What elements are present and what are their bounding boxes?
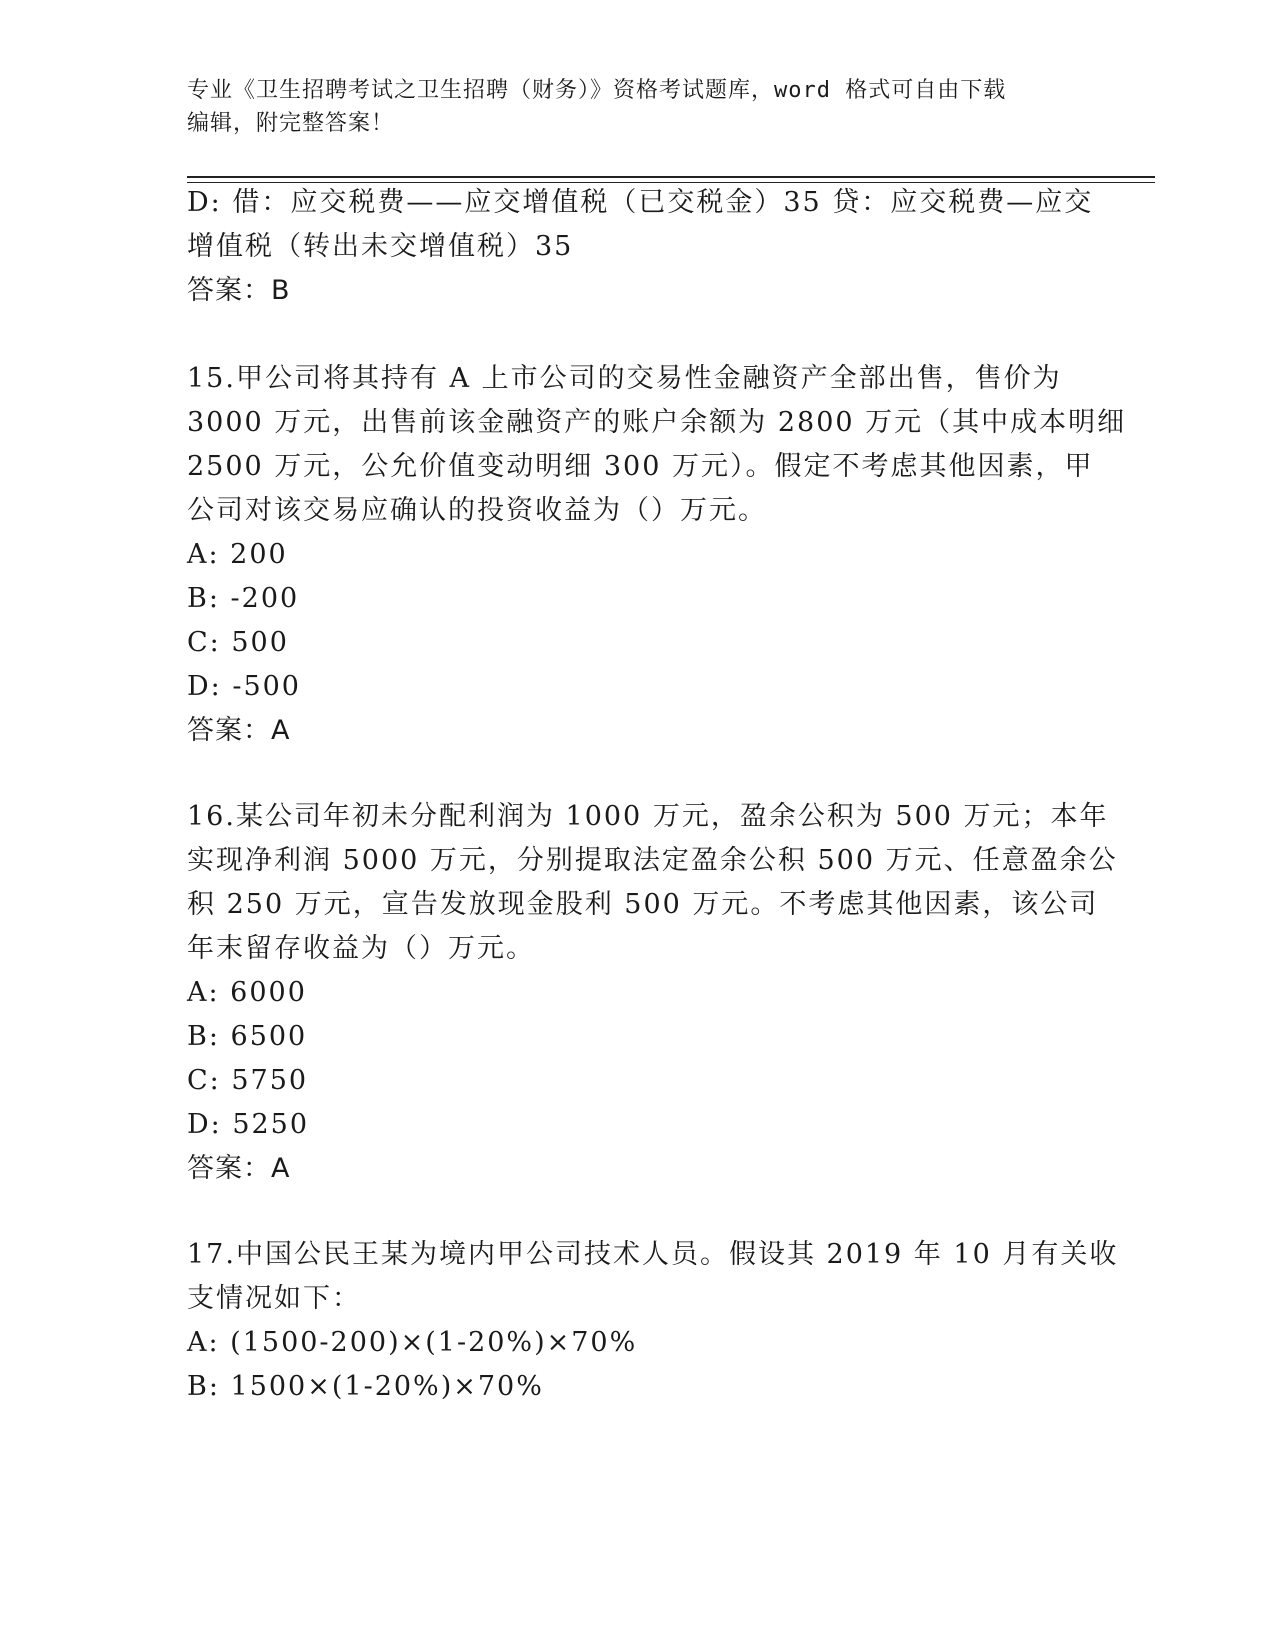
q15-option-c: C: 500 (187, 627, 289, 658)
q16-option-c: C: 5750 (187, 1065, 309, 1096)
header-line-1: 专业《卫生招聘考试之卫生招聘（财务）》资格考试题库，word 格式可自由下载 (187, 78, 1007, 103)
q15-stem-line-2: 3000 万元，出售前该金融资产的账户余额为 2800 万元（其中成本明细 (187, 407, 1127, 438)
q17-option-a: A: (1500-200)×(1-20%)×70% (187, 1327, 638, 1358)
q17-stem-line-1: 17.中国公民王某为境内甲公司技术人员。假设其 2019 年 10 月有关收 (187, 1239, 1119, 1270)
q16-stem-line-1: 16.某公司年初未分配利润为 1000 万元，盈余公积为 500 万元；本年 (187, 801, 1109, 832)
q14-option-d-line-2: 增值税（转出未交增值税）35 (187, 231, 574, 262)
q16-answer: 答案：A (187, 1153, 291, 1184)
q16-option-b: B: 6500 (187, 1021, 308, 1052)
q14-answer: 答案：B (187, 275, 291, 306)
q15-stem-line-1: 15.甲公司将其持有 A 上市公司的交易性金融资产全部出售，售价为 (187, 363, 1062, 394)
q17-option-b: B: 1500×(1-20%)×70% (187, 1371, 544, 1402)
q16-option-d: D: 5250 (187, 1109, 310, 1140)
q17-stem-line-2: 支情况如下： (187, 1283, 361, 1314)
q15-stem-line-3: 2500 万元，公允价值变动明细 300 万元）。假定不考虑其他因素，甲 (187, 451, 1094, 482)
header-rule-thick (187, 176, 1155, 178)
q14-option-d-line-1: D: 借：应交税费——应交增值税（已交税金）35 贷：应交税费—应交 (187, 187, 1094, 218)
header-rule-thin (187, 182, 1155, 183)
q16-option-a: A: 6000 (187, 977, 307, 1008)
q15-option-a: A: 200 (187, 539, 288, 570)
q15-answer: 答案：A (187, 715, 291, 746)
header-line-2: 编辑，附完整答案！ (187, 111, 395, 136)
q15-stem-line-4: 公司对该交易应确认的投资收益为（）万元。 (187, 495, 767, 526)
q16-stem-line-4: 年末留存收益为（）万元。 (187, 933, 535, 964)
q16-stem-line-2: 实现净利润 5000 万元，分别提取法定盈余公积 500 万元、任意盈余公 (187, 845, 1118, 876)
q15-option-b: B: -200 (187, 583, 300, 614)
document-header (187, 74, 1067, 140)
q16-stem-line-3: 积 250 万元，宣告发放现金股利 500 万元。不考虑其他因素，该公司 (187, 889, 1099, 920)
q15-option-d: D: -500 (187, 671, 301, 702)
